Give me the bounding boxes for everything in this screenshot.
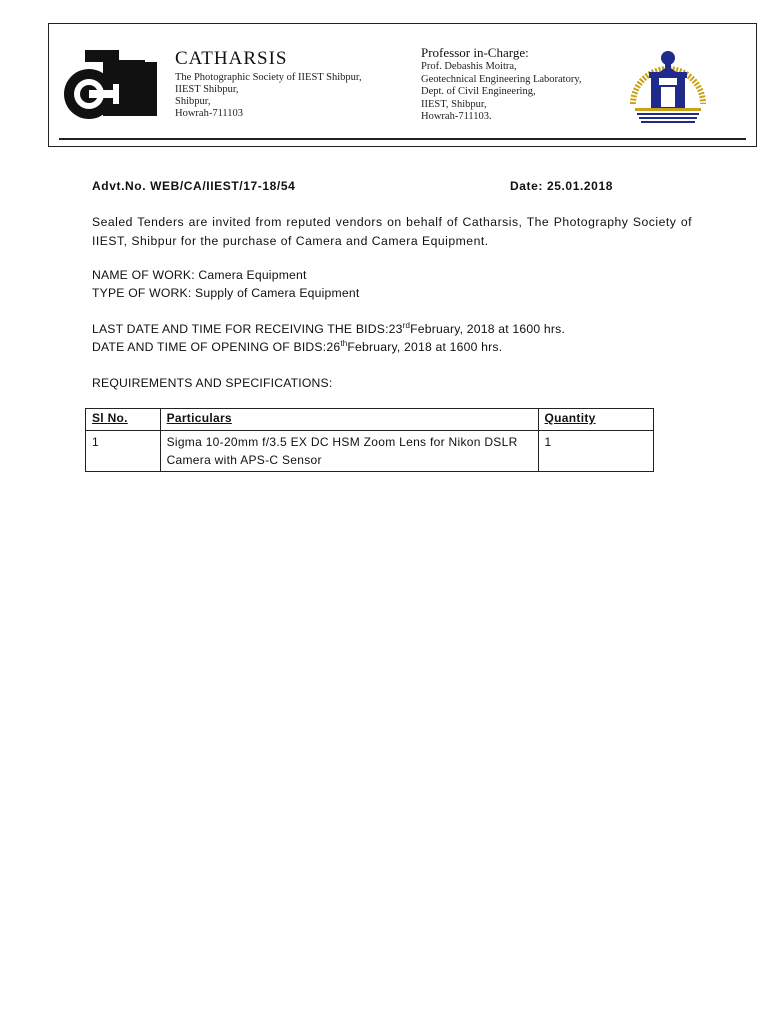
specifications-table <box>85 408 654 472</box>
name-of-work: NAME OF WORK: Camera Equipment <box>92 268 307 282</box>
receiving-deadline: LAST DATE AND TIME FOR RECEIVING THE BIDS:23rdFebruary, 2018 at 1600 hrs. <box>92 320 566 336</box>
table-header-row <box>86 409 654 431</box>
advt-date: Date: 25.01.2018 <box>510 179 613 193</box>
prof-title: Professor in-Charge: <box>421 45 529 60</box>
column-header: Particulars <box>160 409 538 431</box>
organization-block <box>175 48 362 120</box>
table-cell: Sigma 10-20mm f/3.5 EX DC HSM Zoom Lens for Nikon DSLR Camera with APS-C Sensor <box>160 431 538 472</box>
prof-line: Prof. Debashis Moitra, <box>421 61 517 72</box>
prof-line: Howrah-711103. <box>421 111 492 122</box>
type-of-work: TYPE OF WORK: Supply of Camera Equipment <box>92 286 360 300</box>
org-line: IIEST Shibpur, <box>175 84 239 95</box>
camera-logo-icon <box>63 46 159 120</box>
table-cell: 1 <box>538 431 653 472</box>
org-name: CATHARSIS <box>175 48 288 69</box>
prof-line: Dept. of Civil Engineering, <box>421 86 536 97</box>
org-line: Howrah-711103 <box>175 108 244 119</box>
requirements-heading: REQUIREMENTS AND SPECIFICATIONS: <box>92 376 333 390</box>
letterhead-divider <box>59 138 746 140</box>
table-row <box>86 431 654 472</box>
column-header: Quantity <box>538 409 653 431</box>
bid-dates <box>92 320 565 356</box>
prof-line: Geotechnical Engineering Laboratory, <box>421 73 582 85</box>
table-cell: 1 <box>86 431 161 472</box>
professor-block <box>421 45 582 124</box>
advt-number: Advt.No. WEB/CA/IIEST/17-18/54 <box>92 179 296 193</box>
work-details <box>92 266 359 302</box>
prof-line: IIEST, Shibpur, <box>421 98 487 110</box>
org-line: Shibpur, <box>175 96 211 107</box>
org-line: The Photographic Society of IIEST Shibpur, <box>175 72 362 83</box>
intro-paragraph: Sealed Tenders are invited from reputed vendors on behalf of Catharsis, The Photography Society of IIEST, Shibpur for the purchase of Camera and Camera Equipment. <box>92 215 692 248</box>
iiest-crest-icon <box>627 46 709 126</box>
column-header: Sl No. <box>86 409 161 431</box>
advertisement-header <box>92 179 622 193</box>
opening-date: DATE AND TIME OF OPENING OF BIDS:26thFebruary, 2018 at 1600 hrs. <box>92 338 503 354</box>
letterhead <box>48 23 757 147</box>
